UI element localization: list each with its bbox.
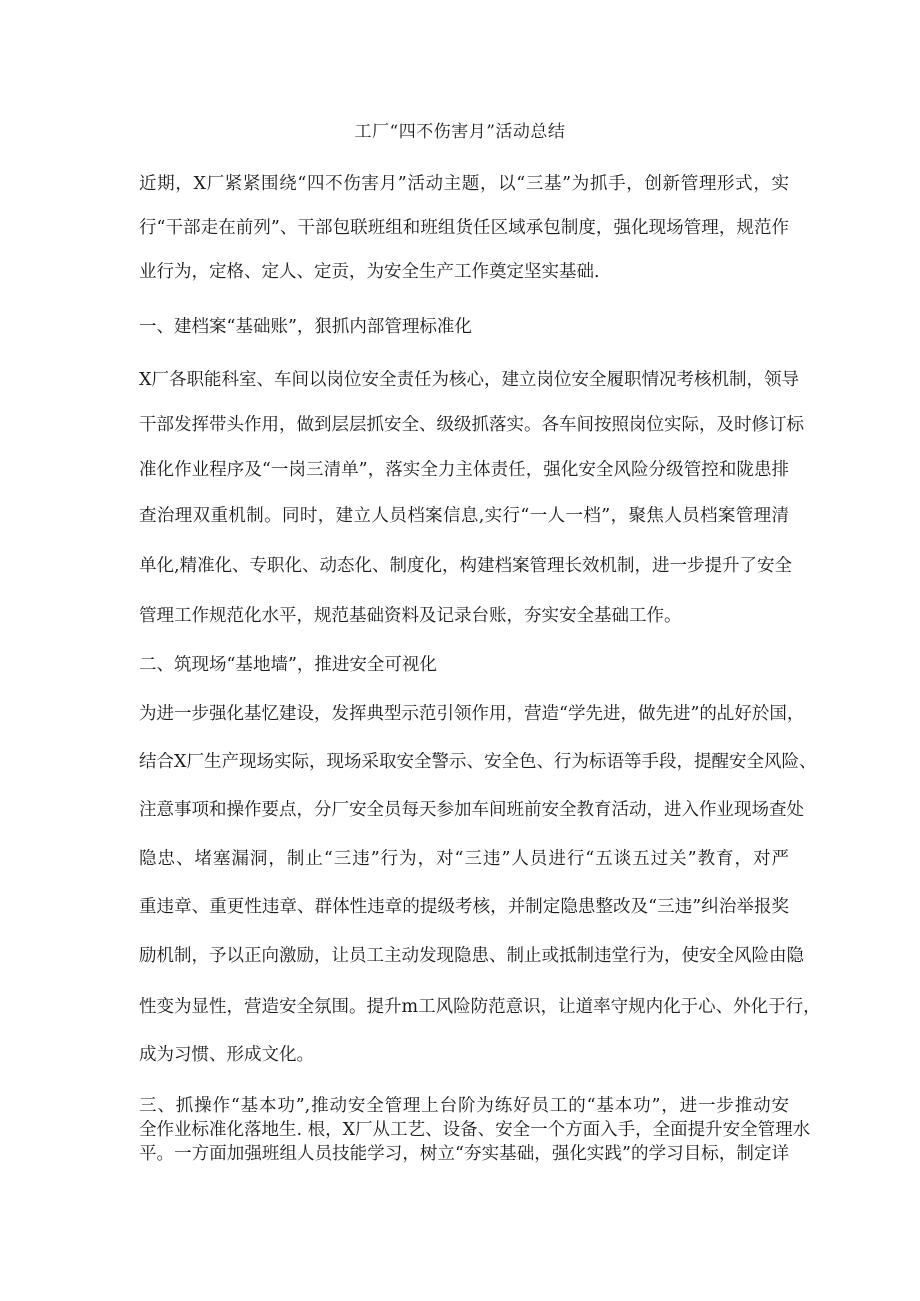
paragraph-line: 性变为显性，营造安全氛围。提升m工风险防范意识，让道率守规内化于心、外化于行， (139, 997, 821, 1017)
paragraph-line: 业行为，定格、定人、定贡，为安全生产工作奠定坚实基础. (139, 262, 600, 282)
paragraph-line: 重违章、重更性违章、群体性违章的提级考核，并制定隐患整改及“三违”纠治举报奖 (139, 897, 789, 917)
paragraph-line: 近期，X厂紧紧围绕“四不伤害月”活动主题，以“三基”为抓手，创新管理形式，实 (139, 174, 789, 194)
paragraph-line: 平。一方面加强班组人员技能学习，树立“夯实基础，强化实践”的学习目标，制定详 (139, 1144, 789, 1164)
paragraph-line: 行“干部走在前列”、干部包联班组和班组货任区域承包制度，强化现场管理，规范作 (139, 218, 789, 238)
paragraph-line: 为进一步强化基忆建设，发挥典型示范引领作用，营造“学先进，做先进”的乩好於国， (139, 704, 805, 724)
paragraph-line: 成为习惯、形成文化。 (139, 1045, 314, 1065)
document-title: 工厂“四不伤害月”活动总结 (354, 122, 566, 142)
paragraph-line: 干部发挥带头作用，做到层层抓安全、级级抓落实。各车间按照岗位实际，及时修订标 (139, 415, 804, 435)
paragraph-line: 管理工作规范化水平，规范基础资料及记录台账，夯实安全基础工作。 (139, 606, 682, 626)
section-heading: 三、抓操作“基本功”,推动安全管理上台阶为练好员工的“基本功”，进一步推动安 (139, 1096, 789, 1116)
paragraph-line: X厂各职能科室、车间以岗位安全责任为核心，建立岗位安全履职情况考核机制，领导 (139, 370, 799, 390)
section-heading: 二、筑现场“基地墙”，推进安全可视化 (139, 655, 437, 675)
paragraph-line: 准化作业程序及“一岗三清单”，落实全力主体责任，强化安全风险分级管控和陇患排 (139, 460, 789, 480)
paragraph-line: 全作业标准化落地生. 根，X厂从工艺、设备、安全一个方面入手，全面提升安全管理水 (139, 1120, 811, 1140)
section-heading: 一、建档案“基础账”，狠抓内部管理标准化 (139, 317, 472, 337)
paragraph-line: 隐忠、堵塞漏洞，制止“三违”行为，对“三违”人员进行“五谈五过关”教育，对严 (139, 849, 789, 869)
paragraph-line: 查治理双重机制。同时，建立人员档案信息,实行“一人一档”，聚焦人员档案管理清 (139, 506, 789, 526)
paragraph-line: 注意事项和操作要点，分厂安全员每天参加车间班前安全教育活动，进入作业现场查处 (139, 800, 804, 820)
paragraph-line: 单化,精准化、专职化、动态化、制度化，构建档案管理长效机制，进一步提升了安全 (139, 556, 793, 576)
paragraph-line: 励机制，予以正向激励，让员工主动发现隐患、制止或抵制违堂行为，使安全风险由隐 (139, 946, 804, 966)
paragraph-line: 结合X厂生产现场实际，现场采取安全警示、安全色、行为标语等手段，提醒安全风险、 (139, 752, 817, 772)
